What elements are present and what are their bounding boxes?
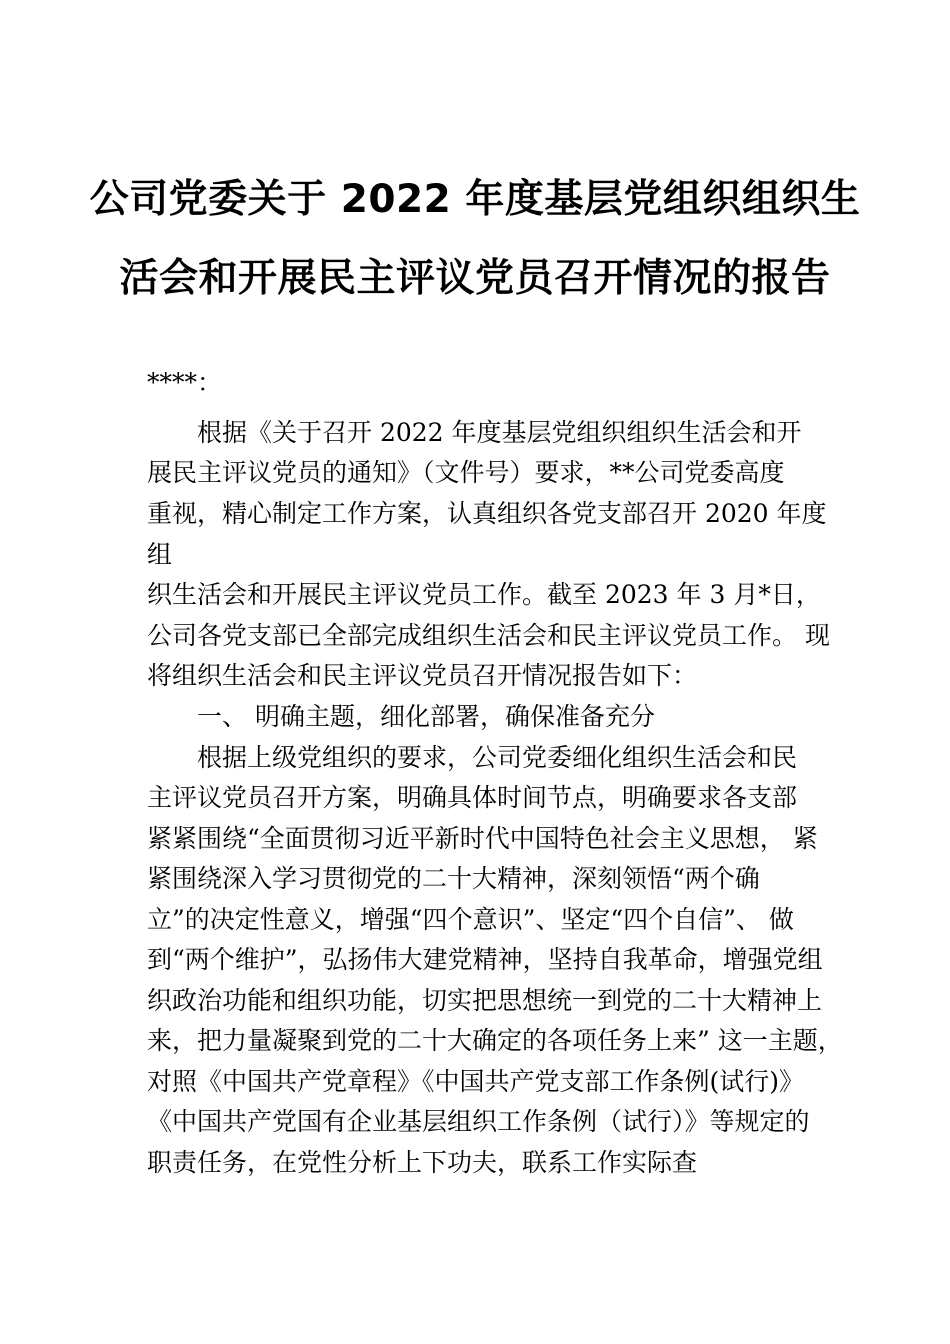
body-line: 到“两个维护”，弘扬伟大建党精神，坚持自我革命，增强党组: [147, 945, 823, 974]
body-line: 将组织生活会和民主评议党员召开情况报告如下：: [147, 661, 698, 690]
body-line: 组: [147, 540, 173, 569]
document-title-line-1: 公司党委关于 2022 年度基层党组织组织生: [89, 177, 861, 222]
body-line: 紧围绕深入学习贯彻党的二十大精神，深刻领悟“两个确: [147, 864, 760, 893]
body-line: 织生活会和开展民主评议党员工作。截至 2023 年 3 月*日，: [147, 580, 821, 609]
body-line: 来，把力量凝聚到党的二十大确定的各项任务上来” 这一主题，: [147, 1026, 843, 1055]
body-line: 立”的决定性意义，增强“四个意识”、坚定“四个自信”、 做: [147, 905, 794, 934]
body-line: 根据《关于召开 2022 年度基层党组织组织生活会和开: [197, 418, 802, 447]
body-line: 展民主评议党员的通知》（文件号）要求，**公司党委高度: [147, 458, 785, 487]
body-line: 公司各党支部已全部完成组织生活会和民主评议党员工作。 现: [147, 621, 830, 650]
body-line: 《中国共产党国有企业基层组织工作条例（试行）》等规定的: [147, 1107, 810, 1136]
body-line: 重视，精心制定工作方案，认真组织各党支部召开 2020 年度: [147, 499, 827, 528]
body-line: 紧紧围绕“全面贯彻习近平新时代中国特色社会主义思想， 紧: [147, 824, 818, 853]
body-line: 职责任务，在党性分析上下功夫，联系工作实际查: [147, 1148, 698, 1177]
body-line: 对照《中国共产党章程》《中国共产党支部工作条例(试行)》: [147, 1067, 805, 1096]
body-line: 织政治功能和组织功能，切实把思想统一到党的二十大精神上: [147, 986, 823, 1015]
document-title-line-2: 活会和开展民主评议党员召开情况的报告: [119, 256, 831, 301]
body-line: 根据上级党组织的要求，公司党委细化组织生活会和民: [197, 743, 798, 772]
section-heading: 一、 明确主题，细化部署，确保准备充分: [197, 702, 655, 731]
body-line: 主评议党员召开方案，明确具体时间节点，明确要求各支部: [147, 783, 798, 812]
salutation: ****：: [147, 368, 223, 397]
